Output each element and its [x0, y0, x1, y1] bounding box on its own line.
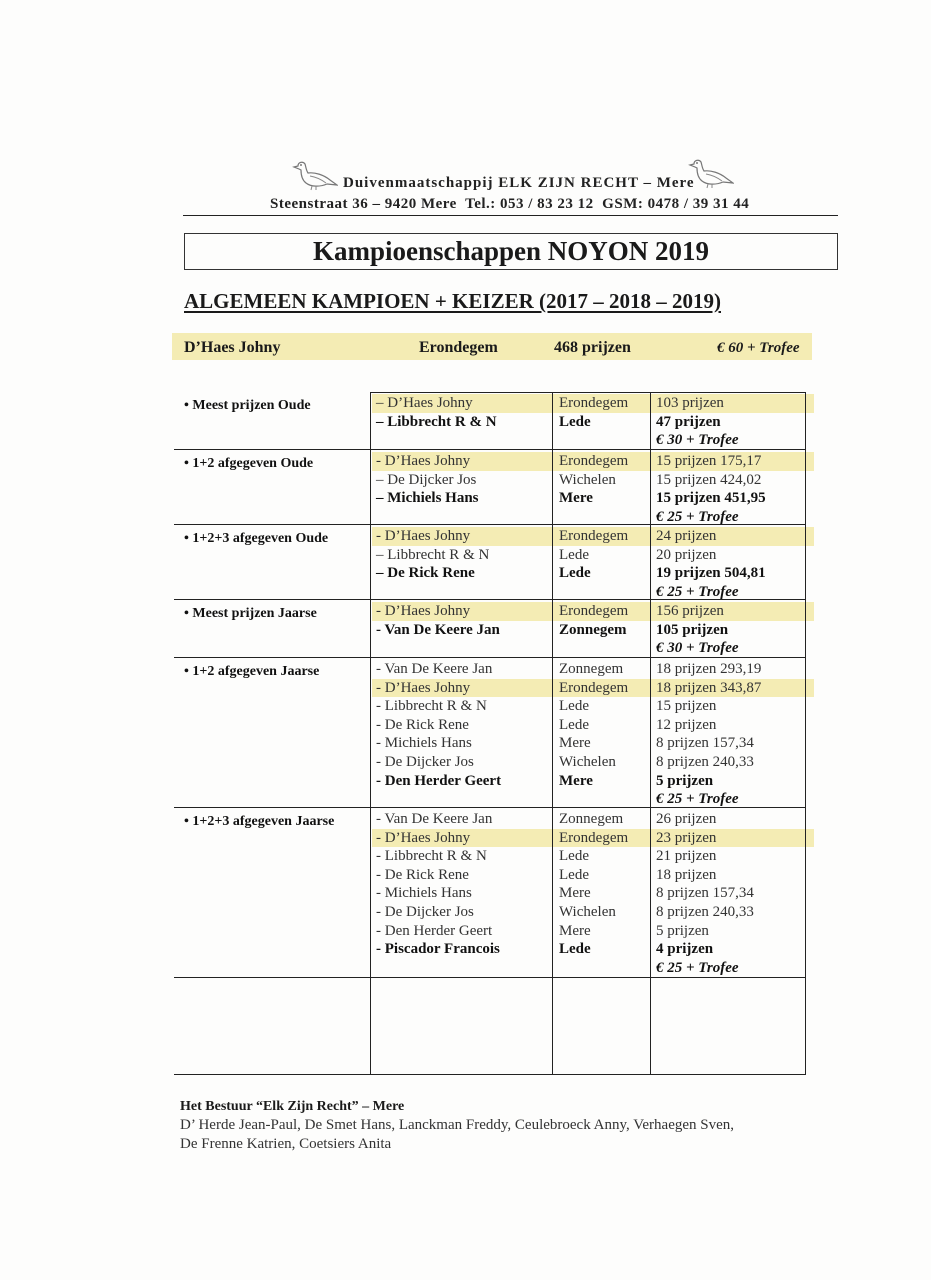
- entry-row: [372, 884, 806, 903]
- award-row: [372, 959, 806, 978]
- award-row: [372, 790, 806, 809]
- entry-row: [372, 471, 806, 490]
- entry-name: - D’Haes Johny: [376, 528, 471, 544]
- empty-table-row: [174, 978, 806, 1075]
- empty-cell: [552, 790, 650, 809]
- entry-result: 12 prijzen: [656, 716, 717, 733]
- entry-result: 5 prijzen: [656, 772, 714, 789]
- entry-row: [372, 394, 814, 413]
- pigeon-icon: [686, 156, 734, 190]
- entry-name: - Den Herder Geert: [376, 772, 502, 789]
- entry-name: – Michiels Hans: [376, 490, 479, 507]
- category-block: [174, 392, 806, 450]
- entry-name: - De Rick Rene: [376, 716, 469, 733]
- empty-cell: [552, 431, 650, 450]
- category-label: • Meest prijzen Oude: [184, 398, 311, 413]
- award-row: [372, 583, 806, 602]
- entry-name: - Piscador Francois: [376, 941, 500, 958]
- entry-row: [372, 922, 806, 941]
- winner-row: [372, 772, 806, 791]
- winner-row: [372, 621, 806, 640]
- entry-place: Lede: [559, 941, 591, 958]
- award-text: € 25 + Trofee: [656, 583, 739, 600]
- entry-name: - D’Haes Johny: [376, 453, 471, 469]
- general-champion-award: € 60 + Trofee: [717, 340, 800, 356]
- board-title: Het Bestuur “Elk Zijn Recht” – Mere: [180, 1099, 405, 1114]
- entry-place: Zonnegem: [559, 661, 624, 677]
- entry-place: Lede: [559, 565, 591, 582]
- entry-name: - Libbrecht R & N: [376, 848, 487, 865]
- winner-row: [372, 564, 806, 583]
- award-text: € 25 + Trofee: [656, 959, 739, 976]
- winner-row: [372, 489, 806, 508]
- entry-result: 15 prijzen: [656, 698, 717, 715]
- entry-place: Lede: [559, 866, 589, 883]
- entry-place: Mere: [559, 490, 593, 507]
- entry-result: 20 prijzen: [656, 546, 717, 563]
- entry-result: 18 prijzen 343,87: [656, 679, 762, 696]
- category-block: [174, 658, 806, 808]
- entry-name: - De Dijcker Jos: [376, 903, 474, 920]
- category-block: [174, 808, 806, 978]
- entry-result: 5 prijzen: [656, 922, 709, 939]
- entry-name: - Van De Keere Jan: [376, 661, 493, 677]
- category-label: • Meest prijzen Jaarse: [184, 606, 317, 621]
- entry-name: - Michiels Hans: [376, 885, 472, 902]
- entry-place: Erondegem: [559, 829, 629, 846]
- award-text: € 30 + Trofee: [656, 640, 739, 657]
- club-name: Duivenmaatschappij ELK ZIJN RECHT – Mere: [343, 175, 695, 191]
- entry-place: Wichelen: [559, 753, 616, 770]
- entry-row: [372, 866, 806, 885]
- entry-place: Wichelen: [559, 903, 616, 920]
- entry-place: Lede: [559, 698, 589, 715]
- entry-place: Mere: [559, 885, 591, 902]
- entry-name: - Michiels Hans: [376, 735, 472, 752]
- entry-row: [372, 602, 814, 621]
- category-block: [174, 600, 806, 658]
- page-title: Kampioenschappen NOYON 2019: [184, 233, 838, 270]
- entry-result: 18 prijzen: [656, 866, 717, 883]
- award-text: € 25 + Trofee: [656, 508, 739, 525]
- entry-row: [372, 660, 806, 679]
- entry-place: Wichelen: [559, 471, 616, 488]
- entry-place: Erondegem: [559, 528, 629, 544]
- entry-place: Zonnegem: [559, 811, 624, 827]
- entry-place: Zonnegem: [559, 621, 627, 638]
- entry-name: – De Rick Rene: [376, 565, 475, 582]
- entry-result: 8 prijzen 240,33: [656, 753, 754, 770]
- pigeon-icon: [290, 158, 338, 192]
- empty-cell: [372, 959, 552, 978]
- entry-result: 24 prijzen: [656, 528, 717, 544]
- entry-name: – Libbrecht R & N: [376, 546, 490, 563]
- category-label: • 1+2 afgegeven Oude: [184, 456, 314, 471]
- category-block: [174, 450, 806, 525]
- entry-result: 8 prijzen 157,34: [656, 885, 754, 902]
- entry-row: [372, 697, 806, 716]
- entry-result: 21 prijzen: [656, 848, 717, 865]
- entry-place: Lede: [559, 848, 589, 865]
- entry-row: [372, 716, 806, 735]
- entry-name: - Libbrecht R & N: [376, 698, 487, 715]
- entry-place: Mere: [559, 772, 593, 789]
- entry-name: – De Dijcker Jos: [376, 471, 477, 488]
- entry-place: Erondegem: [559, 603, 629, 619]
- column-divider: [552, 392, 553, 1075]
- entry-name: - De Dijcker Jos: [376, 753, 474, 770]
- entry-row: [372, 847, 806, 866]
- entry-result: 15 prijzen 451,95: [656, 490, 766, 507]
- entry-result: 105 prijzen: [656, 621, 729, 638]
- empty-cell: [372, 431, 552, 450]
- entry-place: Lede: [559, 716, 589, 733]
- entry-row: [372, 903, 806, 922]
- header-divider: [183, 215, 838, 216]
- entry-name: - D’Haes Johny: [376, 679, 471, 696]
- entry-name: - D’Haes Johny: [376, 603, 471, 619]
- category-entries: [372, 452, 806, 526]
- entry-result: 26 prijzen: [656, 811, 717, 827]
- entry-result: 18 prijzen 293,19: [656, 661, 762, 677]
- empty-cell: [552, 959, 650, 978]
- column-divider: [370, 392, 371, 1075]
- entry-name: – Libbrecht R & N: [376, 413, 497, 430]
- table-right-border: [805, 392, 806, 1075]
- entry-name: - Van De Keere Jan: [376, 621, 500, 638]
- board-members: De Frenne Katrien, Coetsiers Anita: [180, 1136, 392, 1152]
- empty-cell: [552, 508, 650, 527]
- entry-result: 15 prijzen 175,17: [656, 453, 762, 469]
- entry-place: Erondegem: [559, 679, 629, 696]
- entry-name: - De Rick Rene: [376, 866, 469, 883]
- club-address: Steenstraat 36 – 9420 Mere Tel.: 053 / 83 23 12 GSM: 0478 / 39 31 44: [270, 196, 750, 212]
- entry-result: 103 prijzen: [656, 395, 724, 411]
- award-row: [372, 639, 806, 658]
- entry-row: [372, 546, 806, 565]
- general-champion-prizes: 468 prijzen: [554, 339, 631, 356]
- entry-result: 47 prijzen: [656, 413, 721, 430]
- entry-result: 8 prijzen 240,33: [656, 903, 754, 920]
- entry-result: 8 prijzen 157,34: [656, 735, 754, 752]
- empty-cell: [372, 583, 552, 602]
- entry-place: Lede: [559, 413, 591, 430]
- category-entries: [372, 527, 806, 601]
- category-label: • 1+2 afgegeven Jaarse: [184, 664, 320, 679]
- entry-result: 23 prijzen: [656, 829, 717, 846]
- entry-place: Lede: [559, 546, 589, 563]
- entry-row: [372, 810, 806, 829]
- entry-place: Mere: [559, 735, 591, 752]
- entry-name: - Den Herder Geert: [376, 922, 493, 939]
- category-entries: [372, 810, 806, 977]
- entry-place: Erondegem: [559, 395, 629, 411]
- entry-row: [372, 452, 814, 471]
- empty-cell: [372, 639, 552, 658]
- entry-row: [372, 527, 814, 546]
- empty-cell: [372, 790, 552, 809]
- entry-name: - D’Haes Johny: [376, 829, 471, 846]
- entry-result: 15 prijzen 424,02: [656, 471, 762, 488]
- winner-row: [372, 413, 806, 432]
- entry-result: 156 prijzen: [656, 603, 724, 619]
- general-champion-name: D’Haes Johny: [184, 339, 281, 356]
- entry-name: – D’Haes Johny: [376, 395, 473, 411]
- category-entries: [372, 660, 806, 809]
- category-label: • 1+2+3 afgegeven Oude: [184, 531, 329, 546]
- award-text: € 30 + Trofee: [656, 432, 739, 449]
- entry-row: [372, 679, 814, 698]
- award-row: [372, 508, 806, 527]
- entry-row: [372, 734, 806, 753]
- entry-result: 19 prijzen 504,81: [656, 565, 766, 582]
- empty-cell: [552, 583, 650, 602]
- column-divider: [650, 392, 651, 1075]
- award-text: € 25 + Trofee: [656, 791, 739, 808]
- award-row: [372, 431, 806, 450]
- category-block: [174, 525, 806, 600]
- entry-place: Erondegem: [559, 453, 629, 469]
- entry-result: 4 prijzen: [656, 941, 714, 958]
- category-entries: [372, 394, 806, 450]
- table-top-border: [370, 392, 806, 393]
- entry-place: Mere: [559, 922, 591, 939]
- general-champion-heading: ALGEMEEN KAMPIOEN + KEIZER (2017 – 2018 – 2019): [184, 289, 721, 313]
- winner-row: [372, 940, 806, 959]
- empty-cell: [552, 639, 650, 658]
- board-members: D’ Herde Jean-Paul, De Smet Hans, Lanckman Freddy, Ceulebroeck Anny, Verhaegen Sven,: [180, 1117, 735, 1133]
- category-entries: [372, 602, 806, 658]
- empty-cell: [372, 508, 552, 527]
- general-champion-place: Erondegem: [419, 339, 498, 356]
- entry-row: [372, 829, 814, 848]
- entry-row: [372, 753, 806, 772]
- entry-name: - Van De Keere Jan: [376, 811, 493, 827]
- category-label: • 1+2+3 afgegeven Jaarse: [184, 814, 335, 829]
